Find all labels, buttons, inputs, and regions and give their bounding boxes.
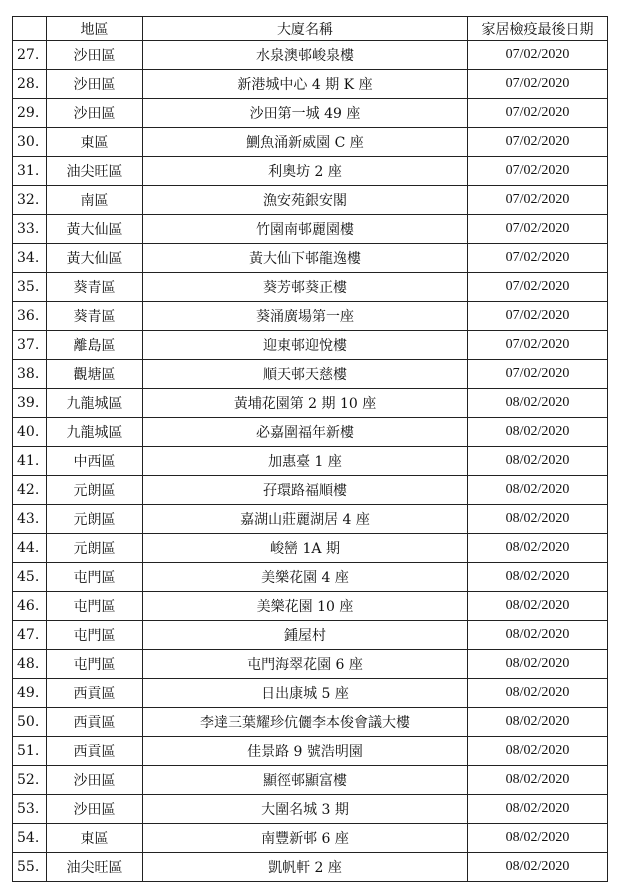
row-last-quarantine-date: 07/02/2020	[468, 128, 608, 157]
row-last-quarantine-date: 08/02/2020	[468, 708, 608, 737]
row-district: 沙田區	[47, 766, 143, 795]
row-district: 西貢區	[47, 737, 143, 766]
table-row	[13, 824, 608, 853]
header-building-name: 大廈名稱	[143, 17, 468, 41]
row-building-name: 美樂花園 4 座	[143, 563, 468, 592]
row-building-name: 葵芳邨葵正樓	[143, 273, 468, 302]
table-row	[13, 99, 608, 128]
table-row	[13, 157, 608, 186]
row-last-quarantine-date: 08/02/2020	[468, 766, 608, 795]
table-row	[13, 679, 608, 708]
row-number: 39.	[13, 389, 47, 418]
table-row	[13, 331, 608, 360]
row-building-name: 必嘉圍福年新樓	[143, 418, 468, 447]
row-last-quarantine-date: 07/02/2020	[468, 41, 608, 70]
row-last-quarantine-date: 07/02/2020	[468, 302, 608, 331]
row-district: 元朗區	[47, 476, 143, 505]
row-district: 屯門區	[47, 621, 143, 650]
table-row	[13, 186, 608, 215]
row-last-quarantine-date: 07/02/2020	[468, 360, 608, 389]
row-building-name: 嘉湖山莊麗湖居 4 座	[143, 505, 468, 534]
table-row	[13, 766, 608, 795]
row-last-quarantine-date: 08/02/2020	[468, 795, 608, 824]
row-number: 47.	[13, 621, 47, 650]
row-number: 35.	[13, 273, 47, 302]
row-last-quarantine-date: 08/02/2020	[468, 592, 608, 621]
row-last-quarantine-date: 07/02/2020	[468, 331, 608, 360]
document-page	[12, 16, 608, 882]
row-building-name: 黃埔花園第 2 期 10 座	[143, 389, 468, 418]
row-number: 49.	[13, 679, 47, 708]
row-number: 37.	[13, 331, 47, 360]
row-last-quarantine-date: 08/02/2020	[468, 824, 608, 853]
row-number: 41.	[13, 447, 47, 476]
table-row	[13, 476, 608, 505]
table-row	[13, 418, 608, 447]
row-last-quarantine-date: 08/02/2020	[468, 737, 608, 766]
row-number: 33.	[13, 215, 47, 244]
row-last-quarantine-date: 07/02/2020	[468, 215, 608, 244]
row-building-name: 峻巒 1A 期	[143, 534, 468, 563]
row-number: 46.	[13, 592, 47, 621]
row-number: 45.	[13, 563, 47, 592]
row-district: 西貢區	[47, 679, 143, 708]
row-last-quarantine-date: 07/02/2020	[468, 186, 608, 215]
row-building-name: 南豐新邨 6 座	[143, 824, 468, 853]
table-row	[13, 650, 608, 679]
row-district: 東區	[47, 128, 143, 157]
row-number: 29.	[13, 99, 47, 128]
table-row	[13, 737, 608, 766]
row-last-quarantine-date: 08/02/2020	[468, 621, 608, 650]
row-building-name: 加惠臺 1 座	[143, 447, 468, 476]
row-district: 沙田區	[47, 795, 143, 824]
row-last-quarantine-date: 08/02/2020	[468, 534, 608, 563]
row-last-quarantine-date: 08/02/2020	[468, 679, 608, 708]
row-district: 西貢區	[47, 708, 143, 737]
table-row	[13, 853, 608, 882]
row-number: 50.	[13, 708, 47, 737]
table-row	[13, 302, 608, 331]
table-body	[13, 41, 608, 882]
row-district: 九龍城區	[47, 418, 143, 447]
header-number	[13, 17, 47, 41]
row-last-quarantine-date: 07/02/2020	[468, 99, 608, 128]
row-number: 53.	[13, 795, 47, 824]
row-building-name: 鍾屋村	[143, 621, 468, 650]
row-number: 43.	[13, 505, 47, 534]
row-number: 42.	[13, 476, 47, 505]
row-building-name: 黃大仙下邨龍逸樓	[143, 244, 468, 273]
row-number: 30.	[13, 128, 47, 157]
row-number: 44.	[13, 534, 47, 563]
row-district: 南區	[47, 186, 143, 215]
header-last-quarantine-date: 家居檢疫最後日期	[468, 17, 608, 41]
table-row	[13, 795, 608, 824]
row-district: 東區	[47, 824, 143, 853]
row-last-quarantine-date: 08/02/2020	[468, 505, 608, 534]
row-district: 九龍城區	[47, 389, 143, 418]
row-number: 40.	[13, 418, 47, 447]
row-building-name: 漁安苑銀安閣	[143, 186, 468, 215]
row-building-name: 新港城中心 4 期 K 座	[143, 70, 468, 99]
row-number: 52.	[13, 766, 47, 795]
table-row	[13, 534, 608, 563]
row-district: 沙田區	[47, 99, 143, 128]
row-building-name: 屯門海翠花園 6 座	[143, 650, 468, 679]
row-district: 觀塘區	[47, 360, 143, 389]
row-number: 32.	[13, 186, 47, 215]
row-building-name: 日出康城 5 座	[143, 679, 468, 708]
row-district: 離島區	[47, 331, 143, 360]
table-row	[13, 592, 608, 621]
table-row	[13, 360, 608, 389]
row-district: 元朗區	[47, 534, 143, 563]
table-row	[13, 70, 608, 99]
row-district: 油尖旺區	[47, 157, 143, 186]
table-row	[13, 708, 608, 737]
header-district: 地區	[47, 17, 143, 41]
row-building-name: 鰂魚涌新威園 C 座	[143, 128, 468, 157]
table-row	[13, 41, 608, 70]
row-building-name: 葵涌廣場第一座	[143, 302, 468, 331]
quarantine-buildings-table	[12, 16, 608, 882]
row-number: 36.	[13, 302, 47, 331]
table-row	[13, 244, 608, 273]
row-building-name: 大圍名城 3 期	[143, 795, 468, 824]
row-number: 38.	[13, 360, 47, 389]
row-number: 28.	[13, 70, 47, 99]
row-last-quarantine-date: 07/02/2020	[468, 70, 608, 99]
row-district: 黃大仙區	[47, 215, 143, 244]
row-last-quarantine-date: 08/02/2020	[468, 389, 608, 418]
row-last-quarantine-date: 08/02/2020	[468, 447, 608, 476]
table-row	[13, 215, 608, 244]
row-district: 沙田區	[47, 41, 143, 70]
table-row	[13, 389, 608, 418]
row-district: 屯門區	[47, 650, 143, 679]
row-district: 葵青區	[47, 273, 143, 302]
row-building-name: 顯徑邨顯富樓	[143, 766, 468, 795]
row-building-name: 順天邨天慈樓	[143, 360, 468, 389]
row-district: 屯門區	[47, 592, 143, 621]
row-building-name: 水泉澳邨峻泉樓	[143, 41, 468, 70]
row-district: 中西區	[47, 447, 143, 476]
row-building-name: 佳景路 9 號浩明園	[143, 737, 468, 766]
row-number: 27.	[13, 41, 47, 70]
row-last-quarantine-date: 08/02/2020	[468, 853, 608, 882]
row-district: 沙田區	[47, 70, 143, 99]
row-last-quarantine-date: 07/02/2020	[468, 244, 608, 273]
row-building-name: 美樂花園 10 座	[143, 592, 468, 621]
row-district: 葵青區	[47, 302, 143, 331]
table-header-row	[13, 17, 608, 41]
row-building-name: 迎東邨迎悅樓	[143, 331, 468, 360]
table-row	[13, 128, 608, 157]
table-row	[13, 273, 608, 302]
row-building-name: 李達三葉耀珍伉儷李本俊會議大樓	[143, 708, 468, 737]
row-district: 元朗區	[47, 505, 143, 534]
row-last-quarantine-date: 08/02/2020	[468, 476, 608, 505]
row-district: 油尖旺區	[47, 853, 143, 882]
table-row	[13, 447, 608, 476]
row-number: 31.	[13, 157, 47, 186]
row-building-name: 凱帆軒 2 座	[143, 853, 468, 882]
row-building-name: 利奧坊 2 座	[143, 157, 468, 186]
row-last-quarantine-date: 08/02/2020	[468, 563, 608, 592]
row-building-name: 竹園南邨麗園樓	[143, 215, 468, 244]
row-last-quarantine-date: 07/02/2020	[468, 273, 608, 302]
row-last-quarantine-date: 07/02/2020	[468, 157, 608, 186]
row-number: 48.	[13, 650, 47, 679]
table-row	[13, 563, 608, 592]
table-row	[13, 621, 608, 650]
row-number: 51.	[13, 737, 47, 766]
table-row	[13, 505, 608, 534]
row-number: 34.	[13, 244, 47, 273]
row-building-name: 孖環路福順樓	[143, 476, 468, 505]
row-district: 黃大仙區	[47, 244, 143, 273]
row-number: 55.	[13, 853, 47, 882]
row-district: 屯門區	[47, 563, 143, 592]
row-number: 54.	[13, 824, 47, 853]
row-last-quarantine-date: 08/02/2020	[468, 650, 608, 679]
row-building-name: 沙田第一城 49 座	[143, 99, 468, 128]
row-last-quarantine-date: 08/02/2020	[468, 418, 608, 447]
